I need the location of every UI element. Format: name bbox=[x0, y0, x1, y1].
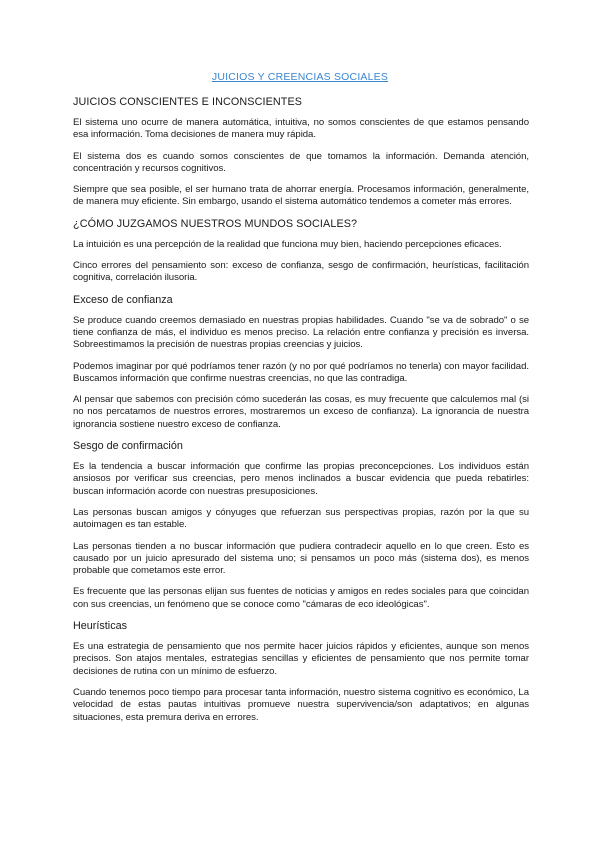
section-heading-sesgo-confirmacion: Sesgo de confirmación bbox=[73, 440, 183, 453]
document-title[interactable]: JUICIOS Y CREENCIAS SOCIALES bbox=[211, 71, 389, 83]
paragraph: Es la tendencia a buscar información que confirme las propias preconcepciones. Los individuos están ansiosos por verificar sus creencias, pero menos inclinados a buscar evidencia que pueda rebatirles: buscan información acorde con nuestras presuposiciones. bbox=[73, 461, 529, 497]
paragraph: El sistema uno ocurre de manera automática, intuitiva, no somos conscientes de que estamos pensando esa información. Toma decisiones de manera muy rápida. bbox=[73, 117, 529, 141]
paragraph: Cuando tenemos poco tiempo para procesar tanta información, nuestro sistema cognitivo es económico, La velocidad de estas pautas intuitivas promueve nuestra supervivencia/son adaptativos; en algunas situaciones, esta premura deriva en errores. bbox=[73, 686, 529, 723]
paragraph: Se produce cuando creemos demasiado en nuestras propias habilidades. Cuando "se va de sobrado" o se tiene confianza de más, el individuo es menos preciso. La relación entre confianza y precisión es inversa. Sobreestimamos la precisión de nuestras propias creencias y juicios. bbox=[73, 314, 529, 351]
paragraph: Es frecuente que las personas elijan sus fuentes de noticias y amigos en redes sociales para que coincidan con sus creencias, un fenómeno que se conoce como "cámaras de eco ideológicas". bbox=[73, 586, 529, 610]
section-heading-exceso-confianza: Exceso de confianza bbox=[73, 293, 173, 306]
section-heading-mundos-sociales: ¿CÓMO JUZGAMOS NUESTROS MUNDOS SOCIALES? bbox=[73, 217, 358, 230]
document-body bbox=[73, 96, 529, 733]
paragraph: La intuición es una percepción de la realidad que funciona muy bien, haciendo percepciones eficaces. bbox=[73, 238, 502, 250]
paragraph: Podemos imaginar por qué podríamos tener razón (y no por qué podríamos no tenerla) con mayor facilidad. Buscamos información que confirme nuestras creencias, no que las contradiga. bbox=[73, 360, 529, 384]
paragraph: Al pensar que sabemos con precisión cómo sucederán las cosas, es muy frecuente que calculemos mal (si no nos percatamos de nuestros errores, mostraremos un exceso de confianza). La ignorancia de nuestra ignorancia sostiene nuestro exceso de confianza. bbox=[73, 394, 529, 430]
section-heading-juicios: JUICIOS CONSCIENTES E INCONSCIENTES bbox=[73, 96, 303, 108]
paragraph: Cinco errores del pensamiento son: exceso de confianza, sesgo de confirmación, heurísticas, facilitación cognitiva, correlación ilusoria. bbox=[73, 260, 529, 284]
section-heading-heuristicas: Heurísticas bbox=[73, 620, 128, 633]
paragraph: Las personas buscan amigos y cónyuges que refuerzan sus perspectivas propias, razón por la que su autoimagen es tan estable. bbox=[73, 506, 529, 531]
paragraph: Siempre que sea posible, el ser humano trata de ahorrar energía. Procesamos información, generalmente, de manera muy eficiente. Sin embargo, usando el sistema automático tendemos a cometer más errores. bbox=[73, 184, 529, 208]
paragraph: Es una estrategia de pensamiento que nos permite hacer juicios rápidos y eficientes, aunque son menos precisos. Son atajos mentales, estrategias sencillas y eficientes de pensamiento que nos permite tomar decisiones de rutina con un mínimo de esfuerzo. bbox=[73, 641, 529, 677]
paragraph: El sistema dos es cuando somos conscientes de que tomamos la información. Demanda atención, concentración y recursos cognitivos. bbox=[73, 150, 529, 174]
paragraph: Las personas tienden a no buscar información que pudiera contradecir aquello en lo que creen. Esto es causado por un juicio apresurado del sistema uno; si pensamos un poco más (sistema dos), es menos probable que cometamos este error. bbox=[73, 540, 529, 577]
